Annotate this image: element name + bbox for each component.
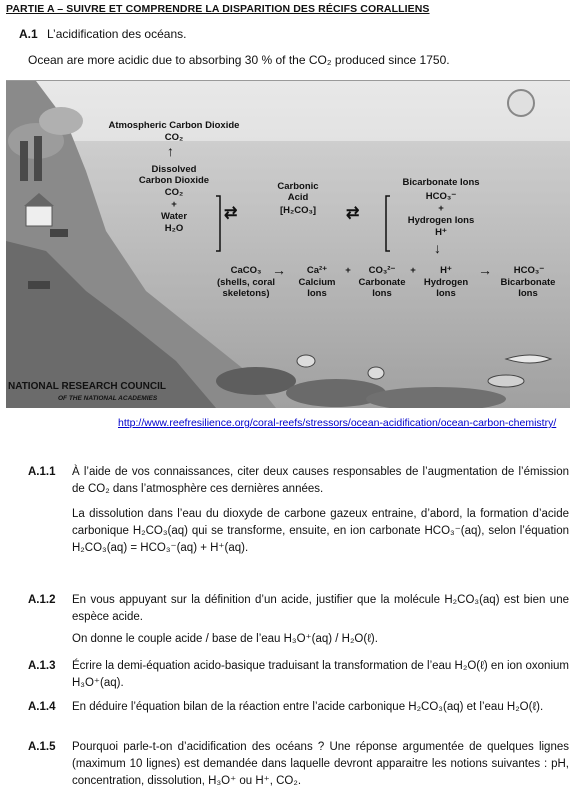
figure-illustration [6, 81, 570, 408]
label-carbonate: CO₃²⁻ [368, 265, 396, 276]
question-text-a13: Écrire la demi-équation acido-basique traduisant la transformation de l’eau H₂O(ℓ) en ion oxonium H₃O⁺(aq). [72, 660, 569, 689]
academies-text: OF THE NATIONAL ACADEMIES [58, 395, 158, 402]
label-hco3-desc: Bicarbonate Ions [500, 277, 556, 299]
intro-text: Ocean are more acidic due to absorbing 30 % of the CO₂ produced since 1750. [28, 53, 450, 67]
section-heading [19, 27, 186, 41]
arrow-up-icon: ↑ [167, 143, 174, 159]
label-hplus-desc: Hydrogen Ions [423, 277, 469, 299]
label-caco3-desc: (shells, coral skeletons) [216, 277, 276, 299]
question-text-a15: Pourquoi parle-t-on d’acidification des océans ? Une réponse argumentée de quelques lignes (maximum 10 lignes) est demandée dans laquelle devront apparaitre les notions suivantes : pH, concentration, dissolution, H₃O⁺ ou H⁺, CO₂. [72, 741, 569, 787]
question-number-a12: A.1.2 [28, 594, 56, 606]
label-plus-4: + [410, 265, 416, 276]
label-hplus: H⁺ [440, 265, 452, 276]
label-dissolved: Dissolved Carbon Dioxide [138, 164, 210, 186]
label-calcium: Ca²⁺ [306, 265, 328, 276]
question-text-a14: En déduire l’équation bilan de la réaction entre l’acide carbonique H₂CO₃(aq) et l’eau H₂O(ℓ). [72, 701, 544, 713]
label-caco3: CaCO₃ [230, 265, 262, 276]
label-carbonic: Carbonic Acid [277, 181, 319, 203]
label-plus-1: + [171, 199, 177, 210]
label-atmospheric: Atmospheric Carbon Dioxide [108, 120, 240, 131]
label-atmospheric-formula: CO₂ [164, 132, 184, 143]
question-number-a13: A.1.3 [28, 660, 56, 672]
question-text-a12: En vous appuyant sur la définition d’un acide, justifier que la molécule H₂CO₃(aq) est bien une espèce acide. [72, 594, 569, 623]
context-paragraph: La dissolution dans l’eau du dioxyde de carbone gazeux entraine, d’abord, la formation d’acide carbonique H₂CO₃(aq) qui se transforme, ensuite, en ion carbonate HCO₃⁻(aq), selon l’équation H₂CO₃(aq) = HCO₃⁻(aq) + H⁺(aq). [72, 508, 569, 554]
label-hco3: HCO₃⁻ [513, 265, 545, 276]
source-link[interactable]: http://www.reefresilience.org/coral-reefs/stressors/ocean-acidification/ocean-carbon-chemistry/ [118, 417, 557, 429]
ocean-chemistry-figure [6, 80, 570, 408]
equilibrium-arrow-icon: ⇄ [224, 205, 238, 222]
label-bicarbonate: Bicarbonate Ions [402, 177, 480, 188]
question-text-a11: À l’aide de vos connaissances, citer deux causes responsables de l’augmentation de l’émission de CO₂ dans l’atmosphère ces dernières années. [72, 466, 569, 495]
label-carbonate-desc: Carbonate Ions [358, 277, 406, 299]
equilibrium-arrow-icon-2: ⇄ [346, 205, 360, 222]
label-carbonic-formula: [H₂CO₃] [279, 205, 317, 216]
label-dissolved-formula: CO₂ [164, 187, 184, 198]
label-bicarbonate-formula: HCO₃⁻ [425, 191, 457, 202]
label-hydrogen-formula: H⁺ [435, 227, 447, 238]
question-number-a14: A.1.4 [28, 701, 56, 713]
section-title: L’acidification des océans. [47, 27, 187, 41]
label-plus-3: + [345, 265, 351, 276]
label-water-formula: H₂O [164, 223, 184, 234]
part-title: PARTIE A – SUIVRE ET COMPRENDRE LA DISPARITION DES RÉCIFS CORALLIENS [6, 3, 430, 15]
question-number-a15: A.1.5 [28, 741, 56, 753]
question-note-a12: On donne le couple acide / base de l’eau H₃O⁺(aq) / H₂O(ℓ). [72, 633, 378, 645]
question-number-a11: A.1.1 [28, 466, 56, 478]
arrow-right-icon: → [272, 262, 286, 278]
label-calcium-desc: Calcium Ions [298, 277, 336, 299]
arrow-down-icon: ↓ [434, 240, 441, 256]
label-hydrogen: Hydrogen Ions [407, 215, 475, 226]
label-water: Water [160, 211, 188, 222]
council-logo-text: NATIONAL RESEARCH COUNCIL [8, 381, 166, 392]
arrow-right-icon-2: → [478, 262, 492, 278]
label-plus-2: + [438, 203, 444, 214]
section-number: A.1 [19, 27, 38, 41]
